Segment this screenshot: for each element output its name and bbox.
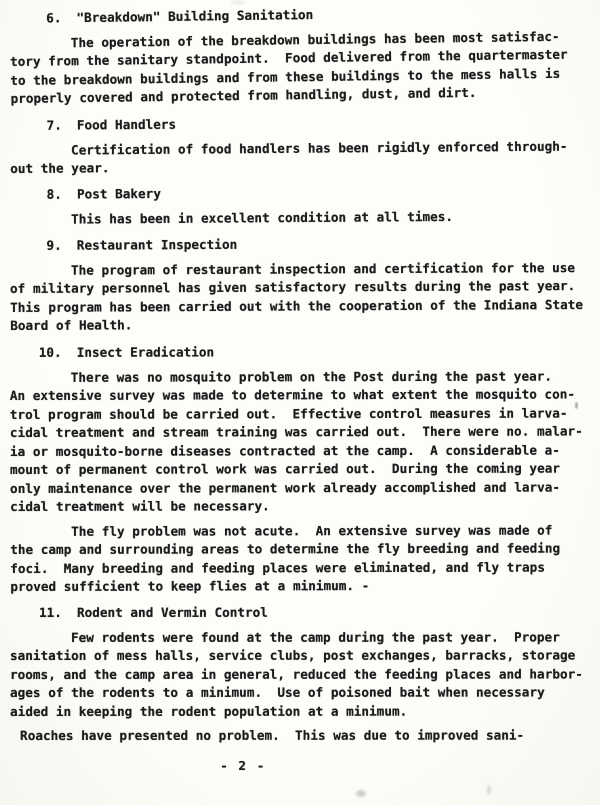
scan-speck [356, 790, 366, 797]
text-line: Certification of food handlers has been rigidly enforced through- [70, 137, 568, 157]
text-line: cidal treatment will be necessary. [10, 497, 270, 514]
document-body [9, 7, 600, 746]
text-line: trol program should be carried out. Effective control measures in larva- [9, 404, 568, 422]
paragraph [10, 258, 600, 335]
text-line: proved sufficient to keep flies at a minimum. - [10, 577, 370, 594]
section-title: Rodent and Vermin Control [76, 604, 268, 620]
text-line: The fly problem was not acute. An extensive survey was made of [71, 521, 553, 538]
text-line: This program has been carried out with the cooperation of the Indiana State [10, 296, 584, 315]
paragraph [10, 628, 600, 721]
text-line: of military personnel has given satisfactory results during the past year. [9, 278, 576, 296]
text-line: Few rodents were found at the camp during the past year. Proper [70, 629, 560, 645]
section-heading [10, 112, 600, 135]
text-line: the camp and surrounding areas to determine the fly breeding and feeding [10, 540, 561, 557]
section-9 [10, 234, 600, 336]
text-line: out the year. [10, 159, 110, 176]
section-title: Food Handlers [76, 116, 177, 132]
section-number: 11. [39, 604, 62, 620]
text-line: There was no mosquito problem on the Post during the past year. [70, 367, 553, 384]
text-line: This has been in excellent condition at all times. [71, 208, 454, 227]
text-line: ages of the rodents to a minimum. Use of poisoned bait when necessary [10, 684, 545, 700]
section-number: 8. [46, 186, 62, 202]
text-line: rooms, and the camp area in general, reduced the feeding places and harbor- [9, 666, 583, 682]
paragraph [10, 206, 600, 229]
text-line: cidal treatment and stream training was carried out. There were no. malar- [9, 423, 583, 440]
section-10 [10, 342, 600, 596]
scan-speck [487, 785, 491, 795]
text-line: ia or mosquito-borne diseases contracted at the camp. A considerable a- [9, 441, 560, 459]
section-number: 9. [46, 237, 62, 253]
section-title: Restaurant Inspection [76, 236, 238, 253]
section-title: "Breakdown" Building Sanitation [76, 7, 314, 26]
text-line: mount of permanent control work was carried out. During the coming year [9, 460, 561, 477]
text-line: only maintenance over the permanent work already accomplished and larva- [10, 478, 561, 495]
section-11 [10, 603, 600, 745]
text-line: Roaches have presented no problem. This was due to improved sani- [20, 727, 525, 743]
paragraph [10, 726, 600, 745]
section-heading [10, 342, 600, 362]
section-number: 6. [46, 10, 62, 26]
paragraph [10, 520, 600, 596]
text-line: aided in keeping the rodent population at a minimum. [10, 703, 408, 719]
text-line: Board of Health. [10, 317, 133, 333]
scan-speck [575, 402, 578, 409]
section-number: 7. [46, 117, 62, 133]
text-line: The operation of the breakdown buildings has been most satisfac- [70, 28, 560, 50]
paragraph [10, 366, 600, 516]
section-heading [9, 2, 599, 28]
text-line: sanitation of mess halls, service clubs, post exchanges, barracks, storage [9, 647, 576, 663]
page-footer [0, 757, 543, 776]
text-line: tory from the sanitary standpoint. Food delivered from the quartermaster [9, 46, 568, 69]
section-7 [10, 112, 600, 178]
section-8 [10, 182, 600, 229]
text-line: An extensive survey was made to determine to what extent the mosquito con- [9, 386, 576, 403]
section-6 [9, 2, 600, 108]
section-heading [10, 182, 600, 205]
page-number: - 2 - [220, 758, 266, 773]
text-line: foci. Many breeding and feeding places were eliminated, and fly traps [10, 558, 545, 575]
paragraph [10, 27, 600, 109]
text-line: properly covered and protected from handling, dust, and dirt. [10, 84, 477, 106]
text-line: The program of restaurant inspection and certification for the use [70, 259, 576, 278]
section-title: Insect Eradication [76, 343, 215, 360]
paragraph [10, 136, 600, 178]
section-title: Post Bakery [76, 185, 161, 202]
section-heading [10, 603, 600, 622]
scan-speck [230, 1, 246, 4]
section-heading [10, 234, 600, 256]
section-number: 10. [38, 344, 62, 360]
text-line: to the breakdown buildings and from these buildings to the mess halls is [10, 65, 561, 88]
